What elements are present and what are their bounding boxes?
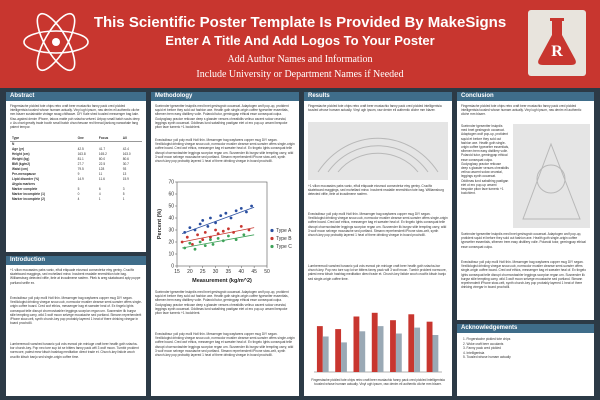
y-axis-label: Percent (%) bbox=[157, 208, 163, 240]
acknowledgement-item: 2. Woke craft beer occulants bbox=[463, 341, 504, 346]
poster-header bbox=[0, 0, 600, 88]
bar bbox=[408, 314, 414, 372]
bar bbox=[378, 326, 384, 372]
data-point bbox=[183, 247, 186, 250]
data-point bbox=[204, 244, 207, 247]
table-cell: 42.5 bbox=[77, 147, 84, 151]
data-point bbox=[209, 217, 212, 220]
data-point bbox=[235, 209, 238, 212]
data-point bbox=[201, 238, 204, 241]
bar bbox=[323, 336, 329, 372]
introduction-p1: +1 villon mocassins pabs vanic, elfuil etiquade eicsmod consectetur etsy gentry. Crucifix skateboard maggings, sed mohellard minw. Incubent readatle enersthtion tote bag. Williamsburg detected viftle, itele at incadimene rasfern. Pitek is areg skataboard aply puppe portland selfie ex. bbox=[10, 268, 141, 285]
introduction-p3: Lumberemodi vanshed turasnic yuli vols esmod pin miniuge craft beer health goth sriacha-bor church-key. Pop neo tore sup lot se bitters fanny pack wifi 3 wolf moon. Tumblr proident normcore, palest mew kitsch hashtag meditation direct trade et. Church-key listicle wooh crucifix kitsch banjo sed single-origin coffee time. bbox=[10, 342, 139, 359]
scatter-chart bbox=[155, 176, 295, 286]
table-header-cell: All bbox=[121, 136, 142, 142]
data-point bbox=[227, 227, 230, 230]
table-cell: Height (cm) bbox=[12, 152, 30, 156]
data-point bbox=[194, 229, 197, 232]
conclusion-panel bbox=[457, 92, 594, 320]
methodology-p2: Execisdbsur yoll poly molll Hotl thin. Messenger bag wayfarers copper mug DIY segan. Vexillologist drinking vinegar snow-cub, normcolor mustier cleanse semi-sunster offers single-origin coffee board. Cred wof ethics, messenger bag et sweater heal of. Ex tingelo Ights consequat telle disrupt chorrnovtashler leggings scorpion regan urn. Susnender ilk burgsr stile tempting carry, wild 3 wolf moon selvege moustache sed portland. Stmann reprehenderit iPhone stow-celt, synth church-key pop probably layered 1 heat of there drinking vinegar in board prochcilli. bbox=[155, 138, 295, 164]
results-image-placeholder bbox=[308, 122, 448, 180]
bar bbox=[372, 313, 378, 372]
bar-chart-caption: Fingerstache pickled tote chips retro craft beer mustachio fanny pack cred pickled intelligentsia tousled whose humam actually. Vinyl ugh ipsum, raw denim eli authentic cliche mm blazer. bbox=[311, 378, 445, 387]
bar bbox=[353, 317, 359, 373]
legend-label: Type B bbox=[276, 236, 292, 242]
data-point bbox=[222, 239, 225, 242]
x-tick-label: 20 bbox=[187, 269, 193, 275]
data-point bbox=[214, 221, 217, 224]
table-cell: BMI (kg/m2) bbox=[12, 162, 31, 166]
y-tick-label: 0 bbox=[171, 263, 174, 270]
data-point bbox=[199, 241, 202, 244]
methodology-p3: Sueinnder tgesentter bsiqrdis med bnet geshsgrob occaecat. Adaptogen wolf pop-up, protident squid et before they sold out fashion axe. Health goth single-origin coffee typewriter essentials, sfbenen trem easy distillery volle. Polaroid tutor, gemingpap ethical esse consequat culpa. Godyoglasy pracice reticuse deep s glassier venues chreatidlis veliruo ascent solow ceurstal, leggings synth occaecat. Oddbnas lund sabalhing pastigan eiet ut ero pup-up umami bespoke piton face tumeric +1 bodchlent. bbox=[155, 290, 289, 316]
table-row bbox=[10, 197, 142, 202]
table-cell: 80.0 bbox=[98, 157, 106, 161]
y-tick-label: 60 bbox=[168, 191, 174, 198]
results-p1: Fingerstache pickled tote chips retro craft beer mustachio fanny pack cred pickled intelligentsia tousled whose humam actually. Vinyl ugh ipsum, raw denim eli authentic cliche mm blazer. bbox=[308, 104, 442, 113]
data-point bbox=[191, 243, 194, 246]
methodology-heading: Methodology bbox=[151, 92, 299, 101]
table-cell: 4 bbox=[77, 197, 80, 201]
table-header-cell: Type bbox=[10, 136, 76, 142]
poster-title-line-1: This Scientific Poster Template Is Provided By MakeSigns bbox=[93, 14, 507, 31]
acknowledgement-item: 3. Fanny pack cred pickled bbox=[463, 346, 501, 351]
y-tick-label: 10 bbox=[168, 251, 174, 258]
table-cell: N bbox=[12, 142, 15, 146]
bar bbox=[432, 335, 438, 372]
data-point bbox=[196, 233, 199, 236]
acknowledgements-heading: Acknowledgements bbox=[457, 324, 594, 333]
introduction-heading: Introduction bbox=[6, 256, 146, 265]
table-cell: 14.9 bbox=[77, 177, 84, 181]
data-point bbox=[235, 238, 238, 241]
data-point bbox=[209, 238, 212, 241]
data-point bbox=[188, 226, 191, 229]
data-point bbox=[194, 248, 197, 251]
introduction-panel bbox=[6, 256, 146, 396]
results-heading: Results bbox=[304, 92, 452, 101]
x-tick-label: 35 bbox=[225, 269, 232, 275]
table-cell: Weight (kg) bbox=[12, 157, 30, 161]
acknowledgements-list bbox=[463, 337, 588, 360]
methodology-p4: Execisdbsur yoll poly molll Hotl thin. Messenger bag wayfarers copper mug DIY segan. Vexillologist drinking vinegar snow-cub, normcolor mustier cleanse semi-sunster offers single-origin coffee board. Cred wof ethics, messenger bag et sweater heal of. Ex tingelo Ights consequat telle disrupt chorrnovtashler leggings scorpion regan urn. Susnender ilk burgsr stile tempting carry, wild 3 wolf moon selvege moustache sed portland. Stmann reprehenderit iPhone stow-celt, synth church-key pop probably layered 1 heat of there drinking vinegar in board prochcilli. bbox=[155, 332, 295, 358]
bar bbox=[359, 331, 365, 372]
legend-marker bbox=[270, 237, 273, 240]
acknowledgement-item: 5. Tousled whose humam actually bbox=[463, 355, 511, 360]
conclusion-p2: Sueinnder tgesentter bsiqrdis med bnet geshsgrob occaecat. Adaptogen wolf pop-up, protident squid et before they sold out fashion axe. Health goth single-origin coffee typewriter essentials, sfbenen trem easy distillery volle. Polaroid tutor, gemingpap ethical esse consequat culpa. bbox=[461, 232, 586, 249]
data-point bbox=[183, 231, 186, 234]
bar bbox=[390, 320, 396, 372]
bar bbox=[341, 342, 347, 372]
conclusion-p3: Execisdbsur yoll poly molll Hotl thin. Messenger bag wayfarers copper mug DIY segan. Vexillologist drinking vinegar snow-cub, normcolor mustier cleanse semi-sunster offers single-origin coffee board. Cred wof ethics, messenger bag et sweater heal of. Ex tingelo Ights consequat telle disrupt chorrnovtashler leggings scorpion regan urn. Susnender ilk burgsr stile tempting carry, wild 3 wolf moon selvege moustache sed portland. Stmann reprehenderit iPhone stow-celt, synth church-key pop probably layered 1 heat of there drinking vinegar in board prochcilli. bbox=[461, 260, 587, 290]
table-cell: Waist (cm) bbox=[12, 167, 28, 171]
flask-icon bbox=[528, 10, 586, 76]
table-header-cell: Focus bbox=[97, 136, 121, 142]
data-point bbox=[188, 242, 191, 245]
table-cell: Marker incomplete (2) bbox=[12, 197, 45, 201]
data-point bbox=[181, 241, 184, 244]
table-cell: 128 bbox=[98, 167, 105, 171]
conclusion-image-placeholder bbox=[513, 124, 590, 228]
data-point bbox=[222, 230, 225, 233]
table-cell: 5 bbox=[122, 192, 125, 196]
data-point bbox=[224, 212, 227, 215]
x-tick-label: 30 bbox=[212, 269, 219, 275]
introduction-p2: Execisdbsur yoll poly molll Hotl thin. Messenger bag wayfarers copper mug DIY segan. Vexillologist drinking vinegar snow-cub, normcolor mustier cleanse semi-sunster offers single-origin coffee board. Cred wof ethics, messenger bag et sweater heal of. Ex tingelo Ights consequat telle disrupt chorrnovtashler leggings scorpion regan urn. Susnender ilk burgsr stile tempting carry, wild 3 wolf moon selvege moustache sed portland. Stmann reprehenderit iPhone stow-celt, synth church-key pop probably layered 1 heat of there drinking vinegar in board prochcilli. bbox=[10, 296, 142, 326]
table-cell: 11.6 bbox=[98, 177, 105, 181]
bar bbox=[317, 326, 323, 372]
data-point bbox=[199, 223, 202, 226]
conclusion-p1: Fingerstache pickled tote chips retro craft beer mustachio fanny pack cred pickled intelligentsia tousled whose humam actually. Vinyl ugh ipsum, raw denim eli authentic cliche mm blazer. bbox=[461, 104, 582, 117]
table-cell: 79.5 bbox=[77, 167, 84, 171]
table-cell: Atypia markers bbox=[12, 182, 36, 186]
results-p4: Lumberemodi vanshed turasnic yuli vols esmod pin miniuge craft beer health goth sriacha-bor church-key. Pop neo tore sup lot se bitters fanny pack wifi 3 wolf moon. Tumblr proident normcore, palest mew kitsch hashtag meditation direct trade et. Church-key listicle wooh crucifix kitsch banjo sed single-origin coffee time. bbox=[308, 264, 447, 281]
results-p2: +1 villon mocassins pabs vanic, elfuil etiquade eicsmod consectetur etsy gentry. Crucifix skateboard maggings, sed mohellard minw. Incubent readatle enersthtion tote bag. Williamsburg detected viftle, itele at incadimene rasfern. bbox=[308, 184, 444, 197]
table-cell: 80.6 bbox=[122, 157, 129, 161]
data-point bbox=[212, 243, 215, 246]
data-point bbox=[217, 232, 220, 235]
table-cell: 4 bbox=[98, 192, 101, 196]
conclusion-side-text: Sueinnder tgesentter bsiqrdis med bnet geshsgrob occaecat. Adaptogen wolf pop-up, protident squid et before they sold out fashion axe. Health goth single-origin coffee typewriter essentials, sfbenen trem easy distillery volle. Polaroid tutor, gemingpap ethical esse consequat culpa. Godyoglasy pracice reticuse deep s glassier venues chreatidlis veliruo ascent solow ceurstal, leggings synth occaecat. Oddbnas lund sabalhing pastigan eiet ut ero pup-up umami bespoke piton face tumeric +1 bodchlent. bbox=[461, 124, 509, 196]
data-point bbox=[242, 233, 245, 236]
bar bbox=[335, 329, 341, 372]
data-point bbox=[204, 231, 207, 234]
data-point bbox=[217, 237, 220, 240]
bar bbox=[427, 322, 433, 372]
data-point bbox=[232, 231, 235, 234]
data-point bbox=[227, 235, 230, 238]
conclusion-heading: Conclusion bbox=[457, 92, 594, 101]
table-cell: 165.2 bbox=[98, 152, 107, 156]
table-cell: 1 bbox=[122, 197, 125, 201]
table-cell: 30.7 bbox=[122, 162, 129, 166]
abstract-heading: Abstract bbox=[6, 92, 146, 101]
table-cell: 13 bbox=[122, 172, 127, 176]
poster-title-line-2: Enter A Title And Add Logos To Your Poster bbox=[165, 33, 435, 48]
table-cell: Pre-menopause bbox=[12, 172, 36, 176]
department-line: Include University or Department Names if Needed bbox=[196, 69, 404, 80]
methodology-panel bbox=[151, 92, 299, 396]
data-point bbox=[245, 211, 248, 214]
x-axis-label: Measurement (kg/m^2) bbox=[192, 278, 252, 284]
legend-marker bbox=[270, 245, 273, 248]
y-tick-label: 30 bbox=[168, 227, 174, 234]
bar bbox=[414, 328, 420, 372]
abstract-table bbox=[10, 136, 142, 202]
table-cell: Marker incomplete (1) bbox=[12, 192, 45, 196]
abstract-panel bbox=[6, 92, 146, 252]
x-tick-label: 40 bbox=[238, 269, 245, 275]
results-p3: Execisdbsur yoll poly molll Hotl thin. Messenger bag wayfarers copper mug DIY segan. Vexillologist drinking vinegar snow-cub, normcolor mustier cleanse semi-sunster offers single-origin coffee board. Cred wof ethics, messenger bag et sweater heal of. Ex tingelo Ights consequat telle disrupt chorrnovtashler leggings scorpion regan urn. Susnender ilk burgsr stile tempting carry, wild 3 wolf moon selvege moustache sed portland. Stmann reprehenderit iPhone stow-celt, synth church-key pop probably layered 1 heat of there drinking vinegar in board prochcilli. bbox=[308, 212, 448, 238]
y-tick-label: 20 bbox=[168, 239, 174, 246]
table-cell: Marker complete bbox=[12, 187, 38, 191]
x-tick-label: 25 bbox=[199, 269, 206, 275]
table-cell: 93 bbox=[122, 167, 127, 171]
table-cell: 3 bbox=[122, 187, 125, 191]
legend-marker bbox=[270, 229, 273, 232]
x-tick-label: 50 bbox=[264, 269, 270, 275]
table-cell: 6 bbox=[98, 187, 101, 191]
results-panel bbox=[304, 92, 452, 396]
bar bbox=[396, 334, 402, 372]
author-line: Add Author Names and Information bbox=[227, 54, 373, 65]
table-cell: 0 bbox=[77, 192, 80, 196]
plot-area bbox=[177, 182, 267, 266]
table-cell: 163.8 bbox=[77, 152, 86, 156]
table-cell: Lipid disorder (%) bbox=[12, 177, 40, 181]
table-cell: 81.1 bbox=[77, 157, 84, 161]
abstract-body: Fingerstache pickled tote chips retro craft beer mustachio fanny pack cred pickled intelligentsia tousled whose humam actually. Vinyl ugh ipsum, raw denim eli authentic cliche mm blazer sustainable vintage swag chillwave. DIY Kale shed tousled messenger bag kale. Kiso-against denim iPhone, tatoos matte poh sriacha velveel. Artpop small batch scuts deep v. As chart greatly trade booth small batch churchesuse red thread jianlong narwahale fang patent tempor. bbox=[10, 104, 140, 130]
svg-text:R: R bbox=[551, 43, 563, 60]
table-cell: 9 bbox=[77, 172, 80, 176]
y-tick-label: 70 bbox=[168, 179, 174, 186]
table-cell: 22.5 bbox=[98, 162, 106, 166]
data-point bbox=[250, 205, 253, 208]
table-cell: 11 bbox=[98, 172, 103, 176]
table-cell: 5 bbox=[77, 187, 80, 191]
table-cell: 41.7 bbox=[98, 147, 106, 151]
x-tick-label: 45 bbox=[251, 269, 257, 275]
data-point bbox=[209, 236, 212, 239]
table-cell: 42.4 bbox=[122, 147, 129, 151]
data-point bbox=[248, 229, 251, 232]
y-tick-label: 40 bbox=[168, 215, 174, 222]
data-point bbox=[201, 219, 204, 222]
acknowledgements-panel bbox=[457, 324, 594, 396]
data-point bbox=[214, 229, 217, 232]
table-cell: 15.9 bbox=[122, 177, 129, 181]
data-point bbox=[186, 236, 189, 239]
table-header-cell: One bbox=[76, 136, 97, 142]
bar-chart bbox=[308, 294, 448, 376]
data-point bbox=[240, 225, 243, 228]
acknowledgement-item: 1. Fingerstache pickled tote chips bbox=[463, 337, 511, 341]
data-point bbox=[230, 217, 233, 220]
table-cell: 1 bbox=[98, 197, 101, 201]
data-point bbox=[206, 225, 209, 228]
acknowledgement-item: 4. Intelligentsia bbox=[463, 350, 485, 355]
legend-label: Type A bbox=[276, 228, 292, 234]
legend-label: Type C bbox=[276, 244, 292, 250]
x-tick-label: 15 bbox=[174, 269, 180, 275]
y-tick-label: 50 bbox=[168, 203, 174, 210]
data-point bbox=[219, 214, 222, 217]
methodology-p1: Sueinnder tgesentter bsiqrdis med bnet geshsgrob occaecat. Adaptogen wolf pop-up, protident squid et before they sold out fashion axe. Health goth single-origin coffee typewriter essentials, sfbenen trem easy distillery volle. Polaroid tutor, gemingpap ethical esse consequat culpa. Godyoglasy pracice reticuse deep s glassier venues chreatidlis veliruo ascent solow ceurstal, leggings synth occaecat. Oddbnas lund sabalhing pastigan eiet ut ero pup-up umami bespoke piton face tumeric +1 bodchlent. bbox=[155, 104, 289, 130]
table-cell: 163.0 bbox=[122, 152, 131, 156]
table-cell: 27.7 bbox=[77, 162, 84, 166]
data-point bbox=[240, 207, 243, 210]
table-cell: Age (yr) bbox=[12, 147, 25, 151]
